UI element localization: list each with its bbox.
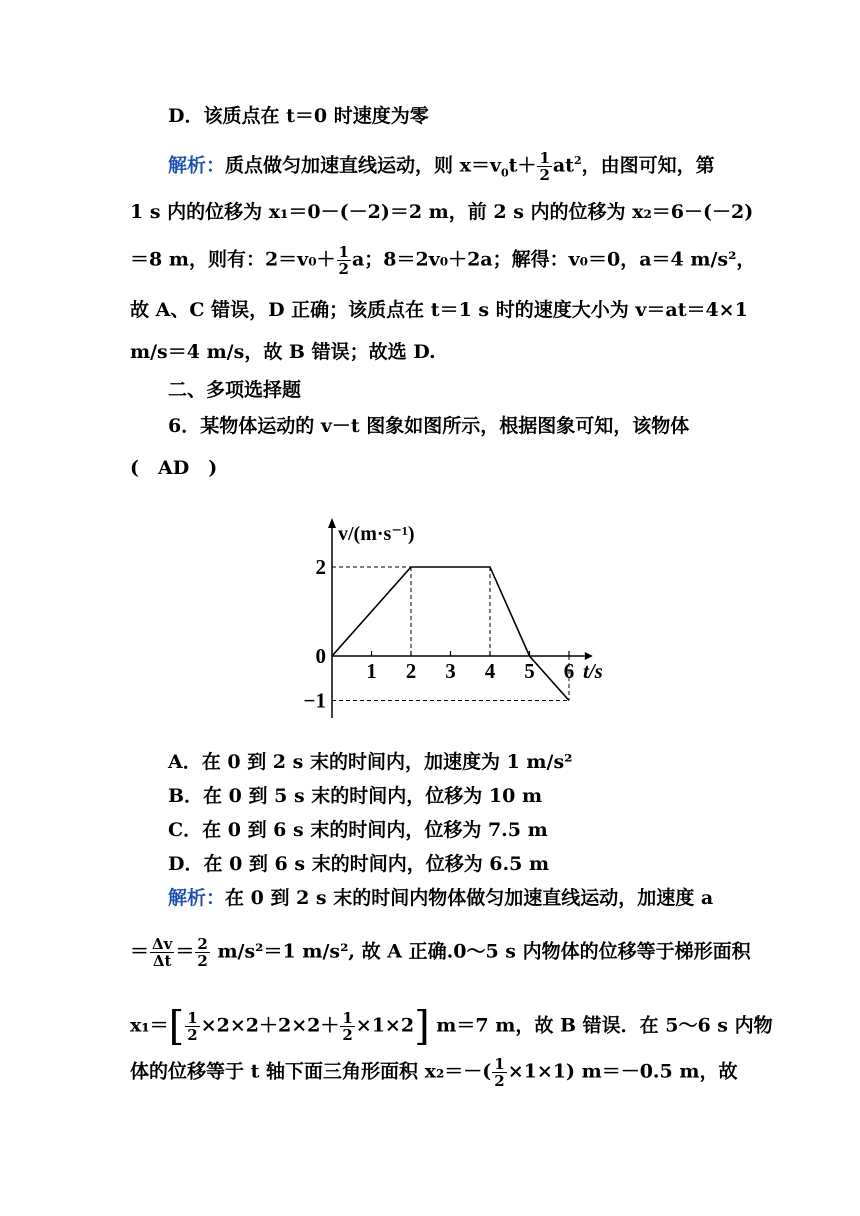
option-c: C．在 0 到 6 s 末的时间内，位移为 7.5 m <box>168 819 548 841</box>
fraction-half: $\frac{1}{2}$ <box>187 1009 198 1044</box>
y-axis-label: v/(m·s⁻¹) <box>338 523 415 545</box>
x-axis-label: t/s <box>583 659 603 683</box>
solution-label: 解析： <box>168 154 226 177</box>
y-tick-label: 0 <box>315 644 326 668</box>
fraction-half: $\frac{1}{2}$ <box>338 243 349 278</box>
solution-line-4: 故 A、C 错误，D 正确；该质点在 t＝1 s 时的速度大小为 v＝at＝4×1 <box>130 299 748 321</box>
vt-graph <box>296 510 616 720</box>
solution-line-1: 解析：质点做匀加速直线运动，则 $x=v_0t+$ $\frac{1}{2}$ $at^2$，由图可知，第 <box>168 149 715 184</box>
solution-line-2: 1 s 内的位移为 x₁＝0－(－2)＝2 m，前 2 s 内的位移为 x₂＝6－(－2) <box>130 201 754 223</box>
x-tick-label: 6 <box>563 659 575 683</box>
fraction-half: $\frac{1}{2}$ <box>539 149 550 184</box>
option-d: D．在 0 到 6 s 末的时间内，位移为 6.5 m <box>168 853 550 875</box>
fraction-dv-dt: $\frac{\Delta v}{\Delta t}$ <box>152 935 173 970</box>
y-tick-label: 2 <box>315 555 326 579</box>
solution2-line-4: 体的位移等于 t 轴下面三角形面积 x₂＝－( $\frac{1}{2}$ ×1×1) m＝－0.5 m，故 <box>130 1055 738 1090</box>
solution-line-5: m/s＝4 m/s，故 B 错误；故选 D. <box>130 341 436 363</box>
x-tick-label: 2 <box>405 659 417 683</box>
option-b: B．在 0 到 5 s 末的时间内，位移为 10 m <box>168 785 543 807</box>
y-axis-arrow <box>328 518 336 528</box>
x-tick-label: 1 <box>366 659 377 683</box>
fraction-half: $\frac{1}{2}$ <box>494 1055 505 1090</box>
x-tick-label: 4 <box>484 659 496 683</box>
fraction-two-two: $\frac{2}{2}$ <box>197 935 208 970</box>
option-d-line: D．该质点在 t＝0 时速度为零 <box>168 105 429 127</box>
question-6-answer: ( AD ) <box>130 457 218 479</box>
solution2-line-3: x₁＝[ $\frac{1}{2}$ ×2×2＋2×2＋ $\frac{1}{2}$ ×1×2] m＝7 m，故 B 错误．在 5～6 s 内物 <box>130 1003 773 1050</box>
y-tick-label: −1 <box>303 688 326 713</box>
section-heading: 二、多项选择题 <box>168 379 302 401</box>
option-a: A．在 0 到 2 s 末的时间内，加速度为 1 m/s² <box>168 751 573 773</box>
fraction-half: $\frac{1}{2}$ <box>342 1009 353 1044</box>
solution2-line-2: ＝ $\frac{\Delta v}{\Delta t}$ ＝ $\frac{2}{2}$ m/s²＝1 m/s², 故 A 正确.0～5 s 内物体的位移等于梯形面积 <box>130 935 751 970</box>
x-tick-label: 5 <box>524 659 535 683</box>
x-tick-label: 3 <box>445 659 456 683</box>
solution-line-3: ＝8 m，则有：2＝v₀＋ $\frac{1}{2}$ a；8＝2v₀＋2a；解得：v₀＝0，a＝4 m/s²， <box>130 243 756 278</box>
solution-label: 解析： <box>168 887 226 909</box>
solution2-line-1: 解析：在 0 到 2 s 末的时间内物体做匀加速直线运动，加速度 a <box>168 887 714 909</box>
question-6: 6．某物体运动的 v－t 图象如图所示，根据图象可知，该物体 <box>168 415 690 437</box>
